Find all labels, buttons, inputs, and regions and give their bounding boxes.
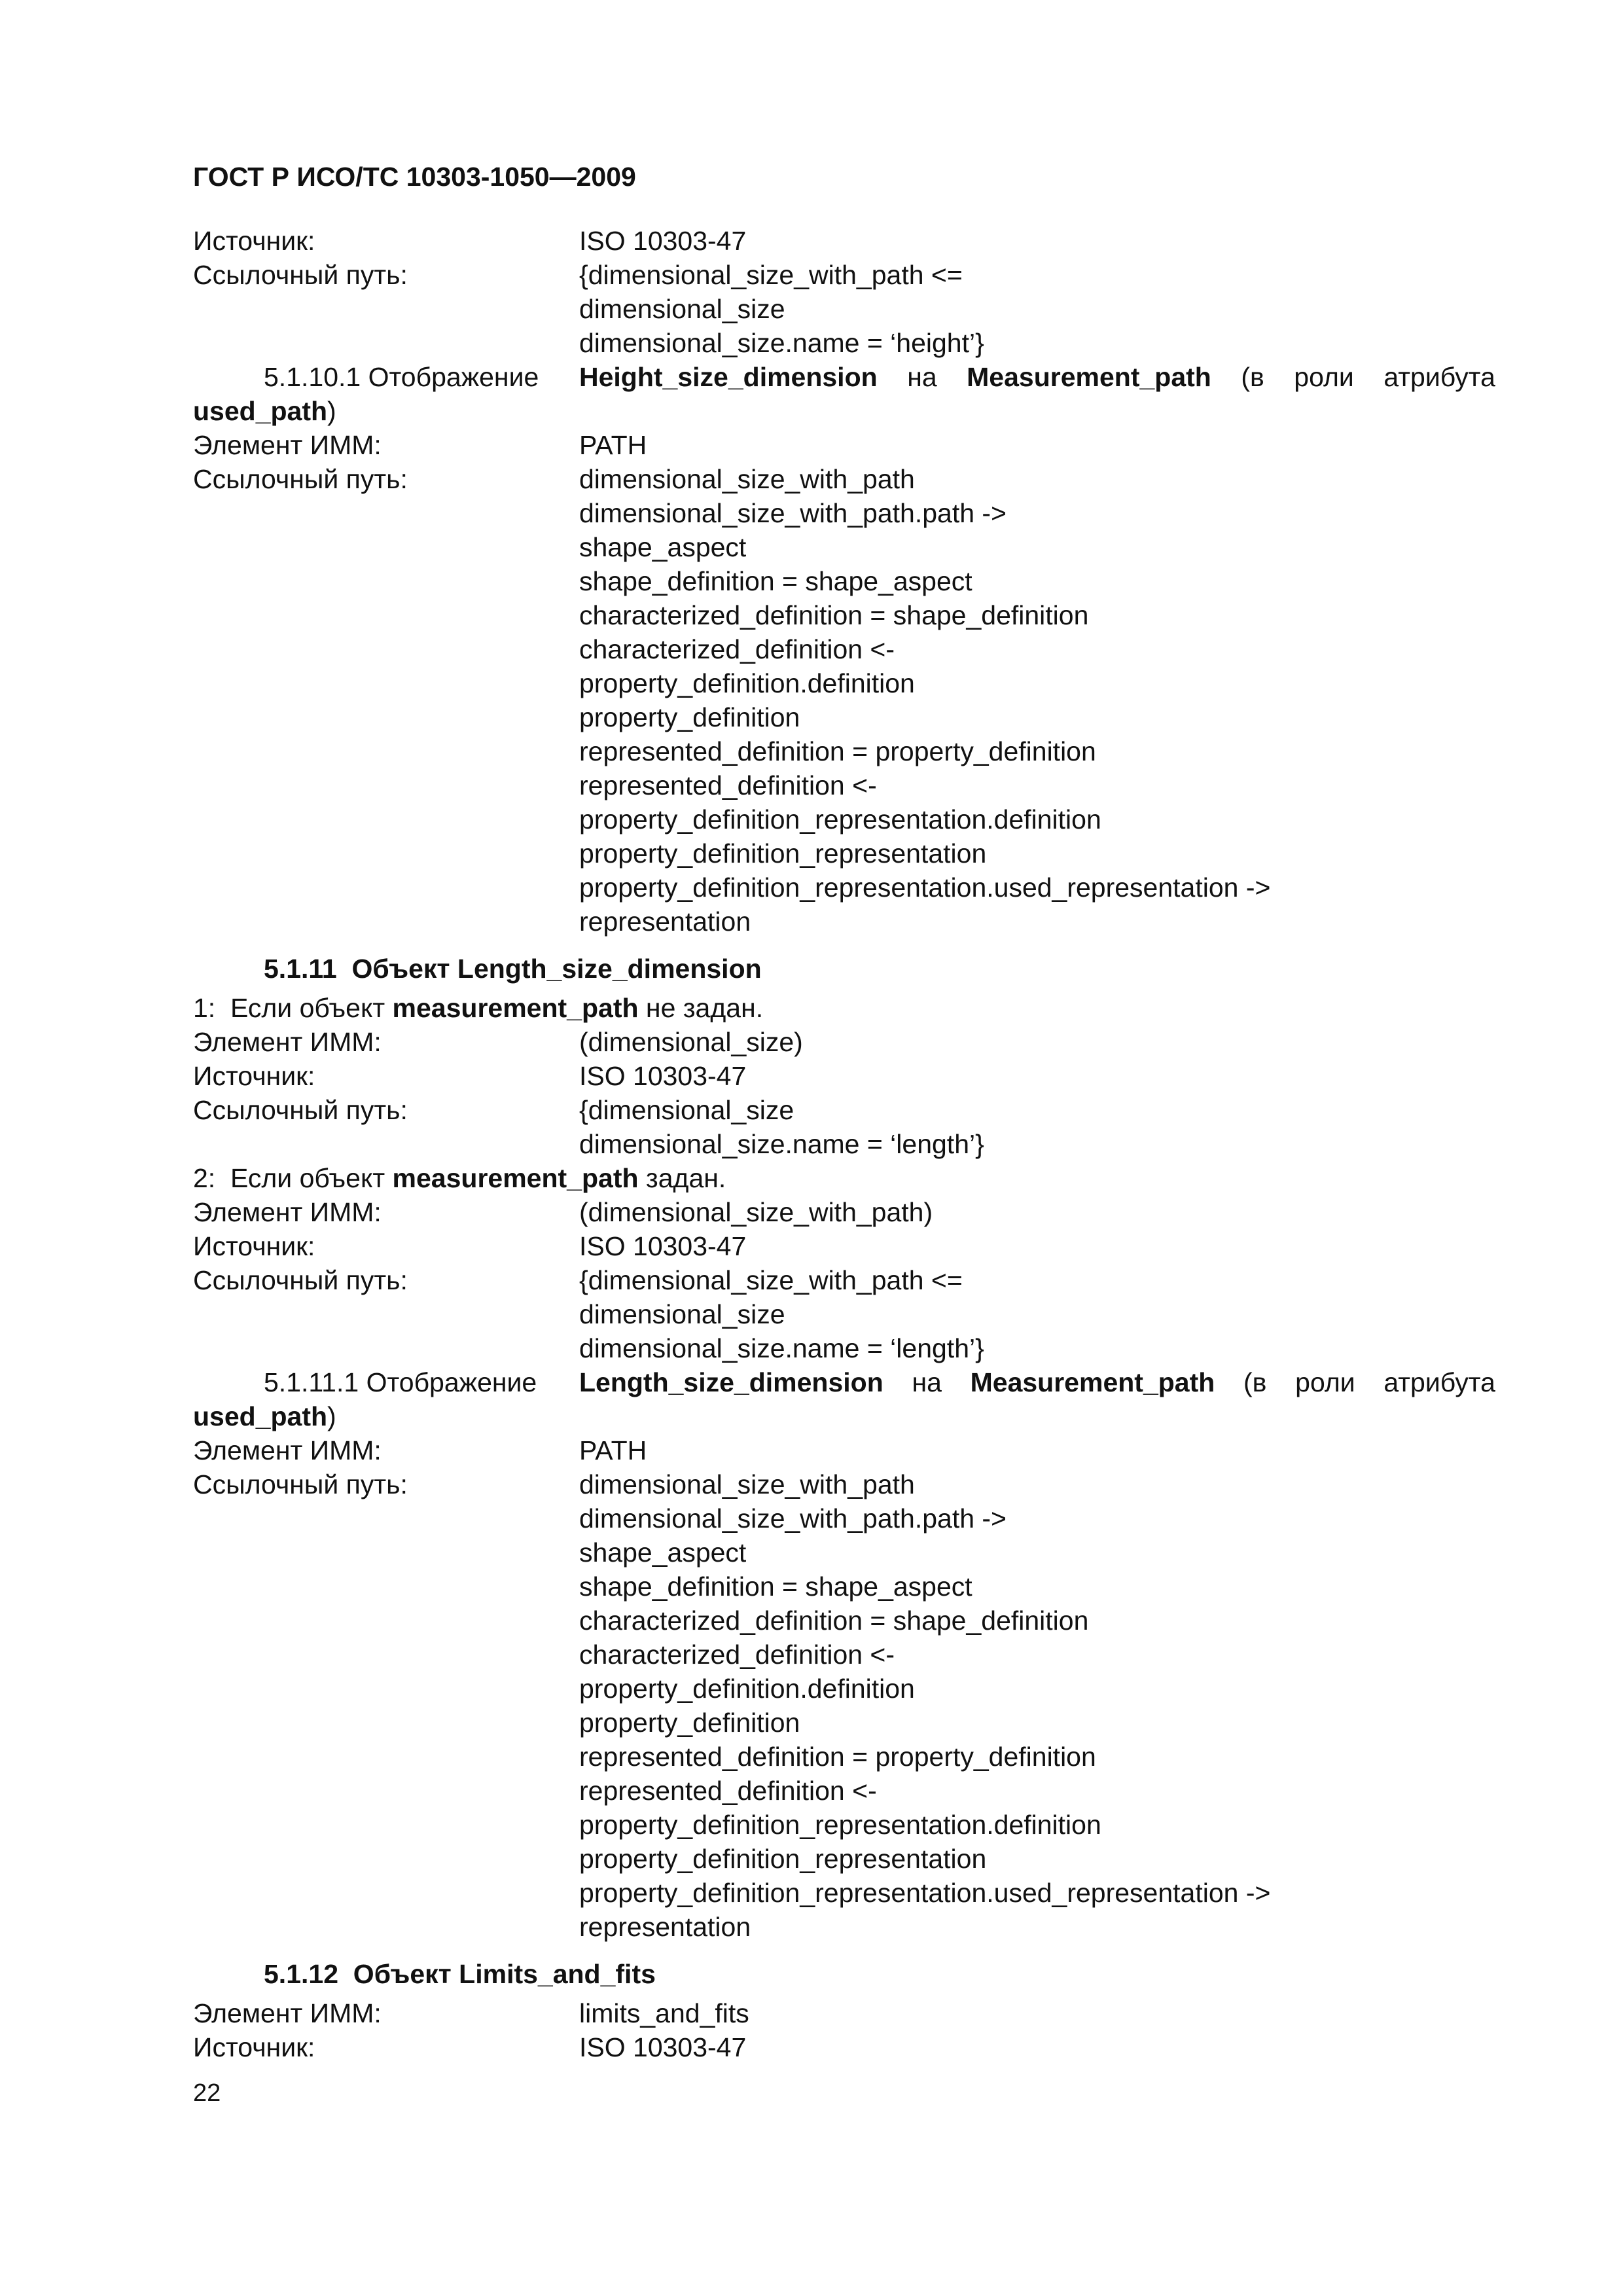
aim-value: limits_and_fits	[579, 1998, 749, 2028]
ref-path-label: Ссылочный путь:	[193, 464, 408, 494]
aim-row	[193, 1996, 1495, 2030]
document-header: ГОСТ Р ИСО/ТС 10303-1050—2009	[193, 162, 636, 192]
role-roli: роли	[1294, 362, 1354, 392]
ref-path-line: {dimensional_size	[579, 1095, 794, 1125]
ref-path-line: shape_aspect	[579, 532, 747, 562]
section-heading: 5.1.12 Объект Limits_and_fits	[264, 1959, 656, 1989]
ref-path-line: property_definition_representation.definition	[579, 804, 1101, 834]
aim-row	[193, 1195, 1495, 1229]
source-row	[193, 2030, 1495, 2064]
source-value: ISO 10303-47	[579, 1231, 747, 1261]
aim-row	[193, 428, 1495, 462]
ref-path-label: Ссылочный путь:	[193, 1095, 408, 1125]
ref-path-line: property_definition_representation	[579, 1844, 987, 1874]
document-page	[193, 160, 1495, 2064]
page-number: 22	[193, 2079, 221, 2107]
section-heading: 5.1.11 Объект Length_size_dimension	[264, 954, 762, 984]
ref-path-line: dimensional_size.name = ‘length’}	[579, 1129, 984, 1159]
ref-path-line: characterized_definition = shape_definition	[579, 600, 1089, 630]
mapping-attribute: used_path)	[193, 1401, 336, 1431]
mapping-entity: Length_size_dimension	[579, 1367, 883, 1397]
source-label: Источник:	[193, 1231, 315, 1261]
source-value: ISO 10303-47	[579, 226, 747, 256]
aim-value: (dimensional_size)	[579, 1027, 803, 1057]
ref-path-line: represented_definition = property_definition	[579, 1742, 1096, 1772]
ref-path-line: dimensional_size.name = ‘length’}	[579, 1333, 984, 1363]
ref-path-line: property_definition_representation.used_representation ->	[579, 872, 1271, 903]
ref-path-line: property_definition_representation	[579, 838, 987, 869]
ref-path-line: dimensional_size_with_path.path ->	[579, 498, 1007, 528]
section-entity: Limits_and_fits	[459, 1959, 656, 1989]
mapping-number: 5.1.10.1	[264, 362, 361, 392]
ref-path-label: Ссылочный путь:	[193, 1469, 408, 1499]
ref-path-line: represented_definition = property_definition	[579, 736, 1096, 766]
section-entity: Length_size_dimension	[457, 954, 762, 984]
mapping-number: 5.1.11.1	[264, 1367, 359, 1397]
ref-path-row	[193, 462, 1495, 939]
ref-path-label: Ссылочный путь:	[193, 260, 408, 290]
ref-path-line: characterized_definition <-	[579, 1640, 895, 1670]
source-label: Источник:	[193, 1061, 315, 1091]
condition-1: 1: Если объект measurement_path не задан.	[193, 993, 764, 1023]
aim-label: Элемент ИММ:	[193, 1998, 382, 2028]
ref-path-line: shape_definition = shape_aspect	[579, 1571, 972, 1602]
ref-path-line: property_definition	[579, 702, 800, 732]
mapping-heading	[193, 1365, 1495, 1399]
ref-path-line: dimensional_size	[579, 1299, 785, 1329]
mapping-entity: Height_size_dimension	[579, 362, 878, 392]
ref-path-line: characterized_definition = shape_definition	[579, 1605, 1089, 1636]
source-value: ISO 10303-47	[579, 2032, 747, 2062]
ref-path-line: shape_definition = shape_aspect	[579, 566, 972, 596]
mapping-on: на	[912, 1367, 942, 1397]
ref-path-line: representation	[579, 1912, 751, 1942]
ref-path-line: representation	[579, 906, 751, 937]
ref-path-line: dimensional_size_with_path	[579, 1469, 915, 1499]
ref-path-label: Ссылочный путь:	[193, 1265, 408, 1295]
role-roli: роли	[1295, 1367, 1355, 1397]
ref-path-line: {dimensional_size_with_path <=	[579, 1265, 963, 1295]
aim-label: Элемент ИММ:	[193, 430, 382, 460]
ref-path-line: represented_definition <-	[579, 770, 877, 800]
role-attr: атрибута	[1383, 1367, 1495, 1397]
aim-row	[193, 1025, 1495, 1059]
source-label: Источник:	[193, 2032, 315, 2062]
aim-row	[193, 1433, 1495, 1467]
role-attr: атрибута	[1383, 362, 1495, 392]
aim-label: Элемент ИММ:	[193, 1197, 382, 1227]
role-v: (в	[1241, 362, 1264, 392]
mapping-target: Measurement_path	[967, 362, 1211, 392]
condition-2: 2: Если объект measurement_path задан.	[193, 1163, 726, 1193]
source-row	[193, 1059, 1495, 1093]
ref-path-line: characterized_definition <-	[579, 634, 895, 664]
ref-path-row	[193, 1093, 1495, 1161]
role-v: (в	[1243, 1367, 1267, 1397]
ref-path-row	[193, 1467, 1495, 1944]
mapping-heading	[193, 360, 1495, 394]
ref-path-line: dimensional_size_with_path	[579, 464, 915, 494]
attribute-name: used_path	[193, 396, 328, 426]
source-row	[193, 224, 1495, 258]
aim-label: Элемент ИММ:	[193, 1435, 382, 1465]
ref-path-line: property_definition_representation.definition	[579, 1810, 1101, 1840]
source-row	[193, 1229, 1495, 1263]
source-label: Источник:	[193, 226, 315, 256]
ref-path-line: represented_definition <-	[579, 1776, 877, 1806]
ref-path-line: {dimensional_size_with_path <=	[579, 260, 963, 290]
ref-path-line: dimensional_size.name = ‘height’}	[579, 328, 984, 358]
mapping-word: Отображение	[368, 362, 539, 392]
aim-label: Элемент ИММ:	[193, 1027, 382, 1057]
ref-path-line: shape_aspect	[579, 1537, 747, 1568]
ref-path-line: property_definition_representation.used_representation ->	[579, 1878, 1271, 1908]
aim-value: PATH	[579, 430, 647, 460]
ref-path-line: dimensional_size_with_path.path ->	[579, 1503, 1007, 1534]
aim-value: (dimensional_size_with_path)	[579, 1197, 933, 1227]
aim-value: PATH	[579, 1435, 647, 1465]
ref-path-line: property_definition.definition	[579, 1674, 915, 1704]
attribute-name: used_path	[193, 1401, 328, 1431]
ref-path-row	[193, 1263, 1495, 1365]
mapping-target: Measurement_path	[970, 1367, 1215, 1397]
ref-path-line: property_definition	[579, 1708, 800, 1738]
ref-path-line: property_definition.definition	[579, 668, 915, 698]
mapping-attribute: used_path)	[193, 396, 336, 426]
source-value: ISO 10303-47	[579, 1061, 747, 1091]
ref-path-row	[193, 258, 1495, 360]
ref-path-line: dimensional_size	[579, 294, 785, 324]
mapping-word: Отображение	[366, 1367, 537, 1397]
mapping-on: на	[907, 362, 937, 392]
